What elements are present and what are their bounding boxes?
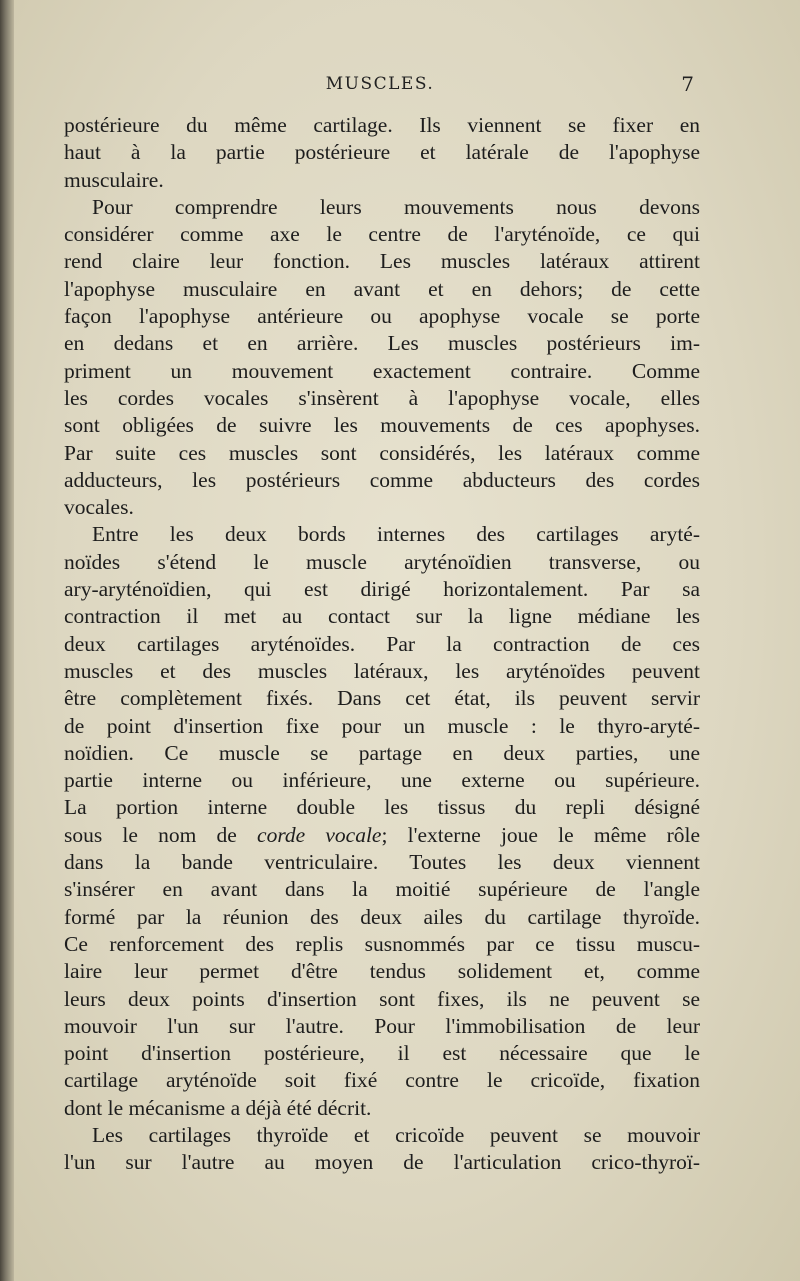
text-line: Ce renforcement des replis susnommés par ce tissu muscu- (64, 931, 700, 956)
text-line: dont le mécanisme a déjà été décrit. (64, 1095, 372, 1120)
text-line: l'apophyse musculaire en avant et en dehors; de cette (64, 276, 700, 301)
text-line: postérieure du même cartilage. Ils viennent se fixer en (64, 113, 700, 137)
chapter-title: MUSCLES. (325, 74, 435, 94)
text-line: dans la bande ventriculaire. Toutes les deux viennent (64, 850, 700, 875)
text-line: sont obligées de suivre les mouvements de ces apophyses. (64, 413, 700, 438)
text-line: cartilage aryténoïde soit fixé contre le cricoïde, fixation (64, 1068, 700, 1093)
text-line: considérer comme axe le centre de l'aryténoïde, ce qui (64, 222, 700, 247)
text-line: leurs deux points d'insertion sont fixes, ils ne peuvent se (64, 986, 700, 1011)
text-segment: ; l'externe joue le même rôle (381, 822, 700, 847)
text-line: laire leur permet d'être tendus solidement et, comme (64, 959, 700, 984)
text-line: s'insérer en avant dans la moitié supérieure de l'angle (64, 877, 700, 902)
text-line: Par suite ces muscles sont considérés, les latéraux comme (64, 440, 700, 465)
text-line: Entre les deux bords internes des cartilages aryté- (92, 522, 700, 547)
text-line: contraction il met au contact sur la ligne médiane les (64, 604, 700, 629)
text-line: La portion interne double les tissus du repli désigné (64, 795, 700, 820)
text-line: noïdien. Ce muscle se partage en deux parties, une (64, 740, 700, 765)
text-line: noïdes s'étend le muscle aryténoïdien transverse, ou (64, 549, 700, 574)
text-line: en dedans et en arrière. Les muscles postérieurs im- (64, 331, 700, 356)
text-line: ary-aryténoïdien, qui est dirigé horizontalement. Par sa (64, 577, 700, 602)
text-line: priment un mouvement exactement contraire. Comme (64, 358, 700, 383)
text-line: rend claire leur fonction. Les muscles latéraux attirent (64, 249, 700, 274)
running-head (60, 74, 700, 100)
text-line: adducteurs, les postérieurs comme abducteurs des cordes (64, 467, 700, 492)
text-line: Les cartilages thyroïde et cricoïde peuvent se mouvoir (92, 1122, 700, 1147)
text-line: être complètement fixés. Dans cet état, ils peuvent servir (64, 686, 700, 711)
text-line: vocales. (64, 495, 134, 520)
text-line: partie interne ou inférieure, une externe ou supérieure. (64, 768, 700, 793)
text-line: les cordes vocales s'insèrent à l'apophyse vocale, elles (64, 385, 700, 410)
text-line: de point d'insertion fixe pour un muscle : le thyro-aryté- (64, 713, 700, 738)
italic-term: corde vocale (257, 822, 382, 847)
text-line: point d'insertion postérieure, il est nécessaire que le (64, 1041, 700, 1066)
text-line: haut à la partie postérieure et latérale de l'apophyse (64, 140, 700, 165)
text-segment: sous le nom de (64, 822, 258, 847)
text-line: muscles et des muscles latéraux, les aryténoïdes peuvent (64, 658, 700, 683)
text-line: Pour comprendre leurs mouvements nous devons (92, 194, 700, 219)
text-line: mouvoir l'un sur l'autre. Pour l'immobilisation de leur (64, 1013, 700, 1038)
page-number: 7 (681, 72, 694, 96)
text-line: façon l'apophyse antérieure ou apophyse vocale se porte (64, 304, 700, 329)
text-line: deux cartilages aryténoïdes. Par la contraction de ces (64, 631, 700, 656)
page-binding-edge (0, 0, 14, 1281)
text-line: l'un sur l'autre au moyen de l'articulation crico-thyroï- (64, 1150, 700, 1175)
body-text (64, 112, 700, 1177)
text-line: musculaire. (64, 167, 164, 192)
text-line: formé par la réunion des deux ailes du cartilage thyroïde. (64, 904, 700, 929)
text-line-with-italic (64, 822, 700, 849)
